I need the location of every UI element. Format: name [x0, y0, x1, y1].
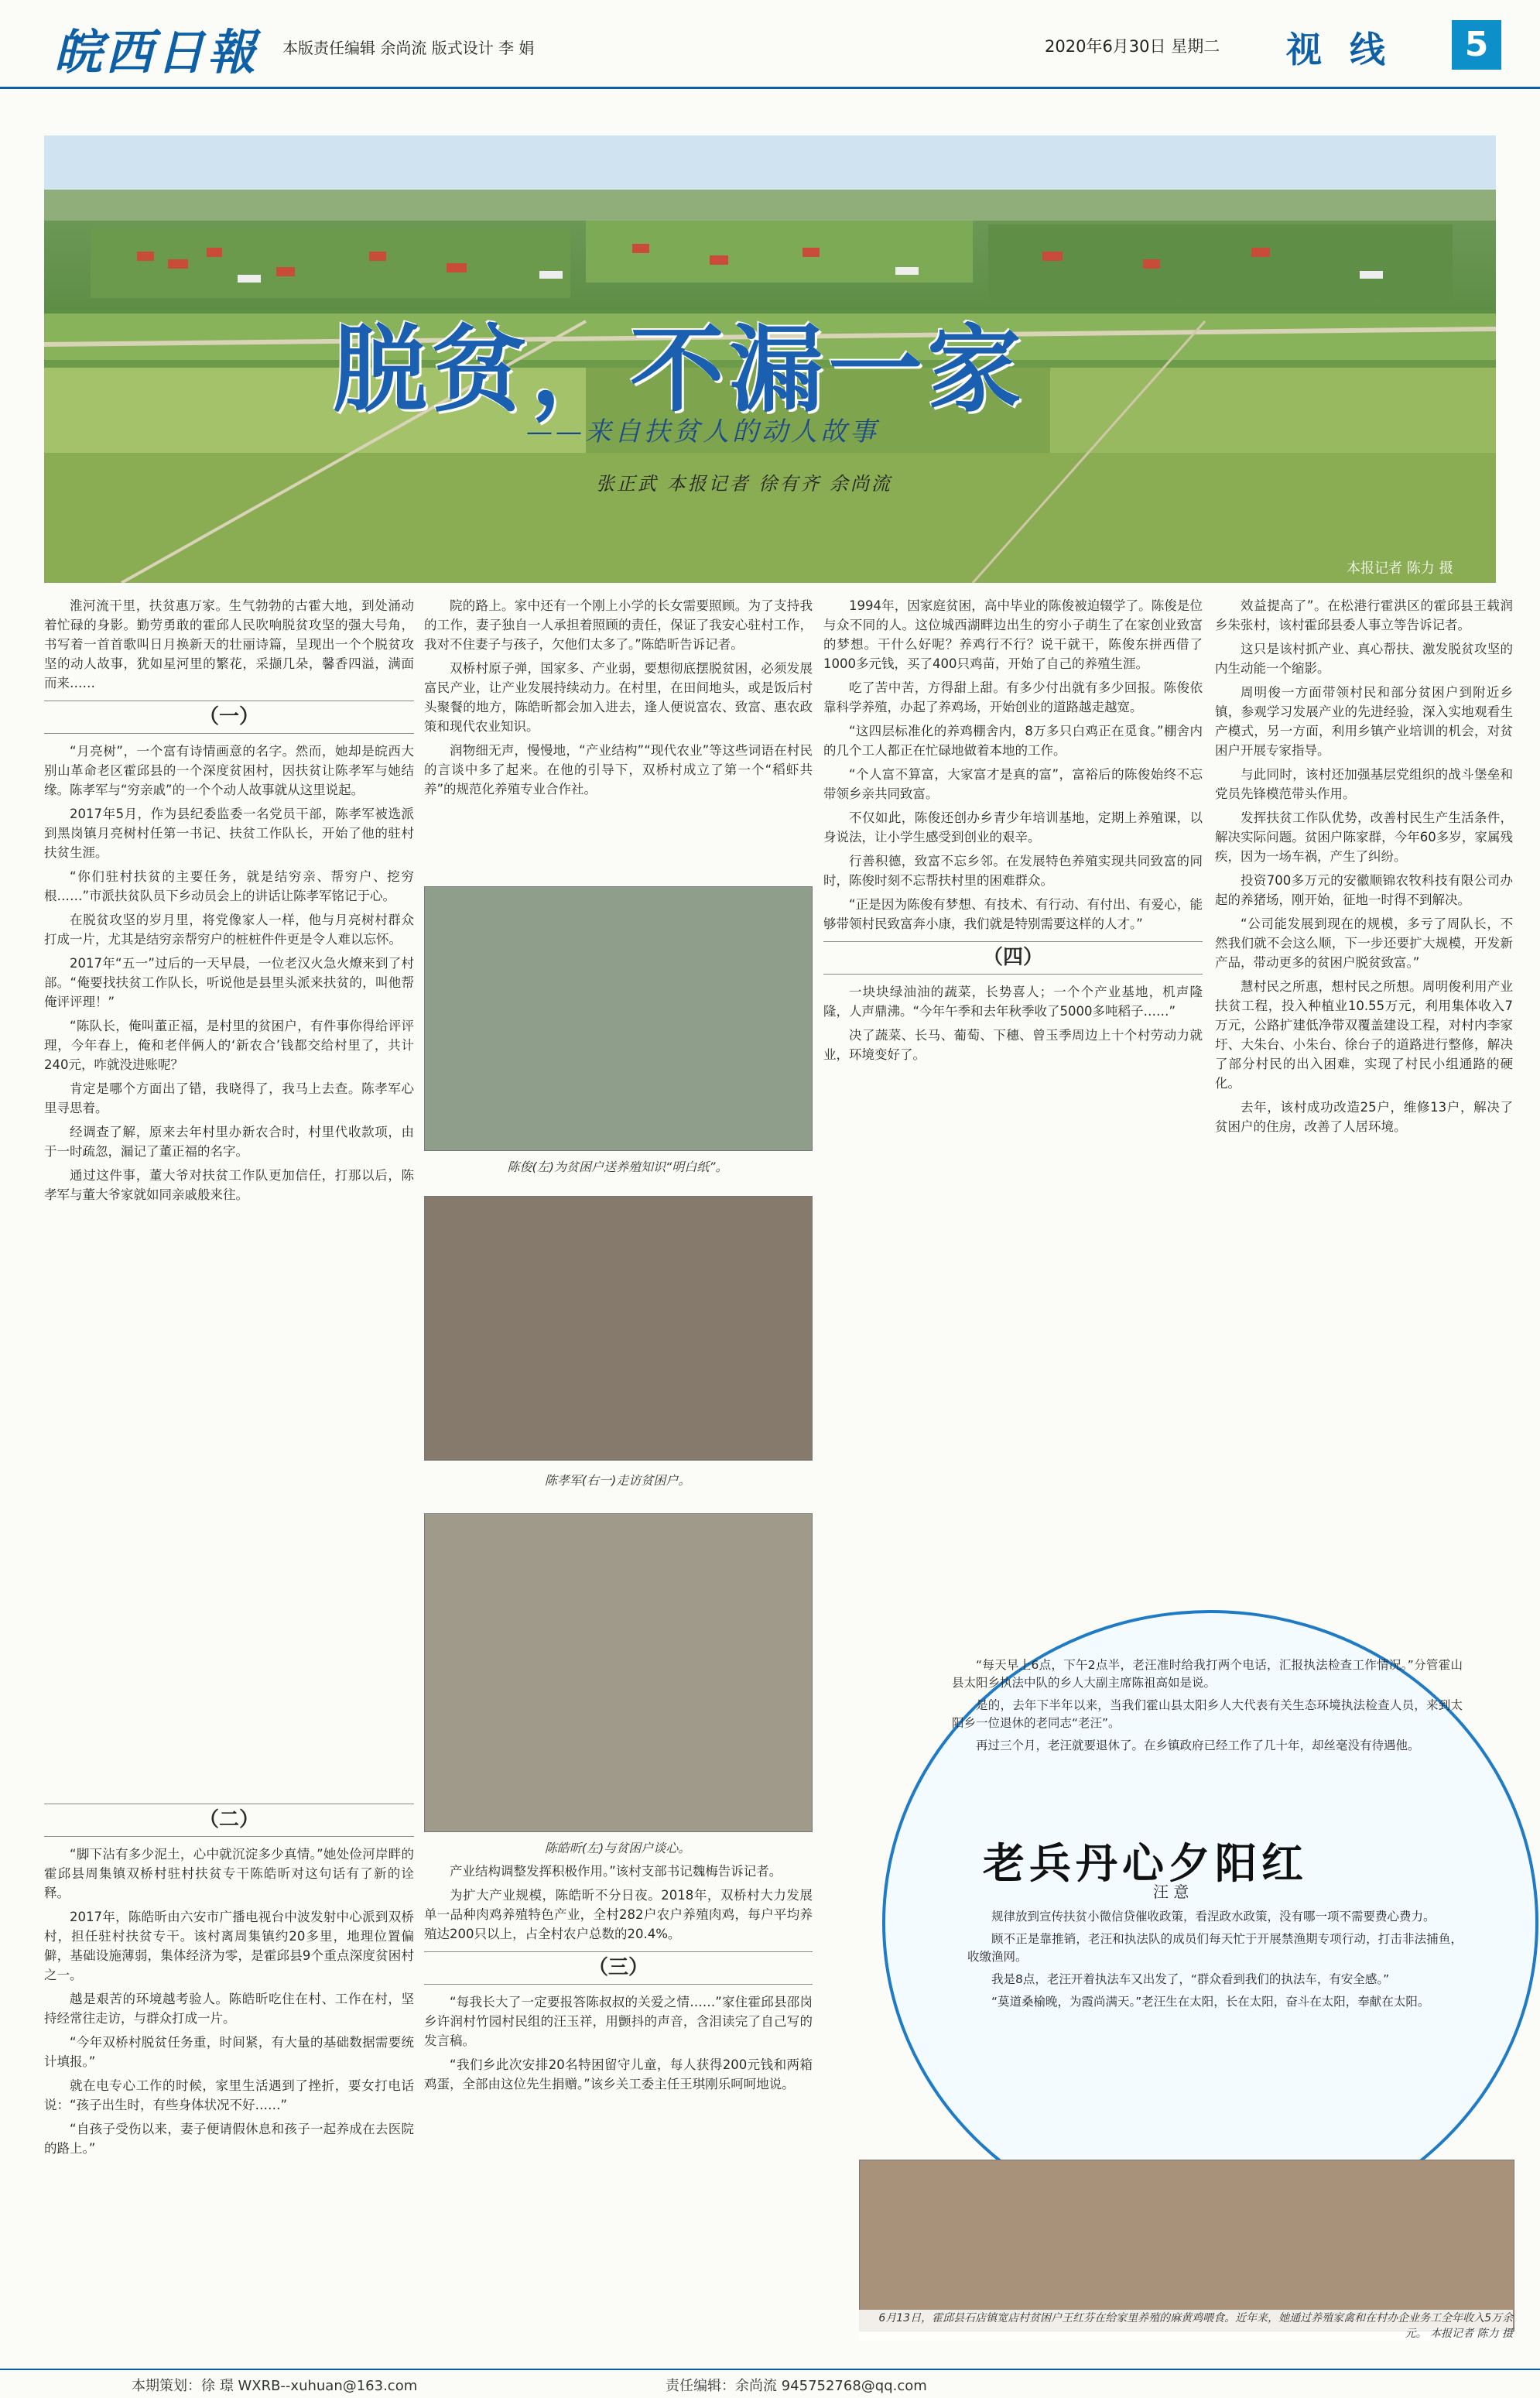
- paragraph: 去年，该村成功改造25户，维修13户，解决了贫困户的住房，改善了人居环境。: [1215, 1100, 1513, 1134]
- hero-authors: 张正武 本报记者 徐有齐 余尚流: [596, 473, 892, 495]
- footer-planner: 本期策划：徐 璟 WXRB--xuhuan@163.com: [132, 2378, 418, 2394]
- newspaper-logo: 皖西日報: [54, 24, 259, 81]
- paragraph: 通过这件事，董大爷对扶贫工作队更加信任，打那以后，陈孝军与董大爷家就如同亲戚般来往。: [44, 1168, 414, 1202]
- paragraph: 双桥村原子弹，国家多、产业弱，要想彻底摆脱贫困，必须发展富民产业，让产业发展持续动力。在村里，在田间地头，或是饭后村头聚餐的地方，陈皓昕都会加入进去，逢人便说富农、致富、惠农政策和现代农业知识。: [424, 661, 813, 734]
- paragraph: 1994年，因家庭贫困，高中毕业的陈俊被迫辍学了。陈俊是位与众不同的人。这位城西湖畔边出生的穷小子萌生了在家创业致富的梦想。干什么好呢？养鸡行不行？说干就干，陈俊东拼西借了1000多元钱，买了400只鸡苗，开始了自己的养殖生涯。: [823, 598, 1203, 671]
- photo-caption-1: 陈俊(左)为贫困户送养殖知识“明白纸”。: [507, 1160, 728, 1174]
- hero-subtitle: ——来自扶贫人的动人故事: [526, 416, 879, 447]
- paragraph: 一块块绿油油的蔬菜，长势喜人；一个个产业基地，机声隆隆，人声鼎沸。“今年午季和去年秋季收了5000多吨稻子……”: [823, 985, 1203, 1019]
- paragraph: 再过三个月，老汪就要退休了。在乡镇政府已经工作了几十年，却丝毫没有待遇他。: [976, 1739, 1420, 1752]
- photo-chen-xiaojun-visit: [424, 1196, 813, 1461]
- feature-text-bottom: [967, 1908, 1463, 2133]
- photo-caption-3: 陈皓昕(左)与贫困户谈心。: [544, 1841, 691, 1855]
- article-column-1b: [44, 1796, 414, 2353]
- article-column-4: [1215, 596, 1513, 1610]
- page-number: 5: [1452, 20, 1501, 70]
- paragraph: 是的，去年下半年以来，当我们霍山县太阳乡人大代表有关生态环境执法检查人员，来到太阳乡一位退休的老同志“老汪”。: [952, 1698, 1463, 1730]
- paragraph: 周明俊一方面带领村民和部分贫困户到附近乡镇，参观学习发展产业的先进经验，深入实地观看生产模式，另一方面，利用乡镇产业培训的机会，对贫困户开展专家指导。: [1215, 685, 1513, 758]
- paragraph: 投资700多万元的安徽顺锦农牧科技有限公司办起的养猪场，刚开始，征地一时得不到解决。: [1215, 873, 1513, 907]
- paragraph: 行善积德，致富不忘乡邻。在发展特色养殖实现共同致富的同时，陈俊时刻不忘帮扶村里的困难群众。: [823, 854, 1203, 888]
- paragraph: 就在电专心工作的时候，家里生活遇到了挫折，要女打电话说：“孩子出生时，有些身体状况不好……”: [44, 2078, 414, 2112]
- article-column-2-bottom: [424, 1862, 813, 2357]
- photo-caption-2: 陈孝军(右一)走访贫困户。: [544, 1473, 691, 1488]
- paragraph: 慧村民之所惠，想村民之所想。周明俊利用产业扶贫工程，投入种植业10.55万元，利用集体收入7万元，公路扩建低净带双覆盖建设工程，对村内李家圩、大朱台、小朱台、徐台子的道路进行整修，解决了部分村民的出入困难，实现了村民小组通路的硬化。: [1215, 979, 1513, 1091]
- paragraph: “每天早上6点，下午2点半，老汪准时给我打两个电话，汇报执法检查工作情况。”分管霍山县太阳乡执法中队的乡人大副主席陈祖高如是说。: [952, 1658, 1463, 1690]
- section-name: 视 线: [1286, 29, 1394, 70]
- feature-title: 老兵丹心夕阳红: [983, 1838, 1308, 1888]
- paragraph: 顾不正是靠推销，老汪和执法队的成员们每天忙于开展禁渔期专项行动，打击非法捕鱼，收缴渔网。: [967, 1932, 1463, 1964]
- paragraph: “自孩子受伤以来，妻子便请假休息和孩子一起养成在去医院的路上。”: [44, 2122, 414, 2156]
- paragraph: 发挥扶贫工作队优势，改善村民生产生活条件，解决实际问题。贫困户陈家群，今年60多岁，家属残疾，因为一场车祸，产生了纠纷。: [1215, 810, 1513, 864]
- paragraph: “公司能发展到现在的规模，多亏了周队长，不然我们就不会这么顺，下一步还要扩大规模，开发新产品，带动更多的贫困户脱贫致富。”: [1215, 916, 1513, 970]
- paragraph: “正是因为陈俊有梦想、有技术、有行动、有付出、有爱心，能够带领村民致富奔小康，我们就是特别需要这样的人才。”: [823, 897, 1203, 931]
- photo-chen-haoxin-talk: [424, 1513, 813, 1832]
- paragraph: 越是艰苦的环境越考验人。陈皓昕吃住在村、工作在村，坚持经常往走访，与群众打成一片。: [44, 1992, 414, 2026]
- paragraph: “你们驻村扶贫的主要任务，就是结穷亲、帮穷户、挖穷根……”市派扶贫队员下乡动员会上的讲话让陈孝军铭记于心。: [44, 869, 414, 903]
- section-heading-4: （四）: [823, 941, 1203, 975]
- paragraph: 肯定是哪个方面出了错，我晓得了，我马上去查。陈孝军心里寻思着。: [44, 1081, 414, 1115]
- paragraph: 规律放到宣传扶贫小微信贷催收政策，看涅政水政策，没有哪一项不需要费心费力。: [991, 1910, 1436, 1924]
- footer-editor: 责任编辑：余尚流 945752768@qq.com: [666, 2378, 927, 2394]
- paragraph: 2017年，陈皓昕由六安市广播电视台中波发射中心派到双桥村，担任驻村扶贫专干。该村离周集镇约20多里，地理位置偏僻，基础设施薄弱，集体经济为零，是霍邱县9个重点深度贫困村之一。: [44, 1910, 414, 1982]
- article-column-1: [44, 596, 414, 1788]
- feature-author: 汪 意: [1153, 1882, 1189, 1901]
- paragraph: 产业结构调整发挥积极作用。”该村支部书记魏梅告诉记者。: [450, 1864, 782, 1879]
- paragraph: 2017年5月，作为县纪委监委一名党员干部，陈孝军被选派到黑岗镇月亮树村任第一书记、扶贫工作队长，开始了他的驻村扶贫生涯。: [44, 807, 414, 860]
- paragraph: 为扩大产业规模，陈皓昕不分日夜。2018年，双桥村大力发展单一品种肉鸡养殖特色产业，全村282户农户养殖肉鸡，每户平均养殖达200只以上，占全村农户总数的20.4%。: [424, 1888, 813, 1941]
- intro-paragraph: 淮河流干里，扶贫惠万家。生气勃勃的古霍大地，到处涌动着忙碌的身影。勤劳勇敢的霍邱人民吹响脱贫攻坚的强大号角，书写着一首首歌叫日月换新天的壮丽诗篇，呈现出一个个脱贫攻坚的动人故事，犹如星河里的繁花，采撷几朵，馨香四溢，满面而来……: [44, 598, 414, 690]
- paragraph: “陈队长，俺叫董正福，是村里的贫困户，有件事你得给评评理，今年春上，俺和老伴俩人的‘新农合’钱都交给村里了，共计240元，咋就没进账呢？: [44, 1019, 414, 1072]
- page-footer: [0, 2369, 1540, 2398]
- section-heading-1: （一）: [44, 701, 414, 734]
- paragraph: “每我长大了一定要报答陈叔叔的关爱之情……”家住霍邱县邵岗乡许润村竹园村民组的汪玉祥，用颤抖的声音，含泪读完了自己写的发言稿。: [424, 1995, 813, 2048]
- paragraph: “月亮树”，一个富有诗情画意的名字。然而，她却是皖西大别山革命老区霍邱县的一个深度贫困村，因扶贫让陈孝军与她结缘。陈孝军与“穷亲戚”的一个个动人故事就从这里说起。: [44, 744, 414, 797]
- paragraph: 我是8点，老汪开着执法车又出发了，“群众看到我们的执法车，有安全感。”: [991, 1972, 1390, 1986]
- hero-title: 脱贫，不漏一家: [333, 313, 1026, 425]
- feature-text-top: [952, 1656, 1463, 1823]
- paragraph: 吃了苦中苦，方得甜上甜。有多少付出就有多少回报。陈俊依靠科学养殖，办起了养鸡场，开始创业的道路越走越宽。: [823, 680, 1203, 714]
- hero-photo-credit: 本报记者 陈力 摄: [1347, 560, 1453, 577]
- photo-caption-chicken: 6月13日，霍邱县石店镇宽店村贫困户王红芬在给家里养殖的麻黄鸡喂食。近年来，她通过养殖家禽和在村办企业务工全年收入5万余元。 本报记者 陈力 摄: [859, 2310, 1513, 2341]
- section-heading-3: （三）: [424, 1951, 813, 1985]
- paragraph: “今年双桥村脱贫任务重，时间紧，有大量的基础数据需要统计填报。”: [44, 2035, 414, 2069]
- paragraph: 这只是该村抓产业、真心帮扶、激发脱贫攻坚的内生动能一个缩影。: [1215, 642, 1513, 676]
- paragraph: “脚下沾有多少泥土，心中就沉淀多少真情。”她处俭河岸畔的霍邱县周集镇双桥村驻村扶贫专干陈皓昕对这句话有了新的诠释。: [44, 1847, 414, 1900]
- paragraph: “这四层标准化的养鸡棚舍内，8万多只白鸡正在觅食。”棚舍内的几个工人都正在忙碌地做着本地的工作。: [823, 724, 1203, 758]
- paragraph: 与此同时，该村还加强基层党组织的战斗堡垒和党员先锋模范带头作用。: [1215, 767, 1513, 801]
- paragraph: “个人富不算富，大家富才是真的富”，富裕后的陈俊始终不忘带领乡亲共同致富。: [823, 767, 1203, 801]
- editor-info: 本版责任编辑 余尚流 版式设计 李 娟: [282, 39, 535, 57]
- photo-chicken-farm: [859, 2160, 1514, 2331]
- photo-chen-jun-visit: [424, 886, 813, 1151]
- paragraph: “我们乡此次安排20名特困留守儿童，每人获得200元钱和两箱鸡蛋，全部由这位先生捐赠。”该乡关工委主任王琪刚乐呵呵地说。: [424, 2057, 813, 2091]
- section-heading-2: （二）: [44, 1804, 414, 1837]
- paragraph: 2017年“五一”过后的一天早晨，一位老汉火急火燎来到了村部。“俺要找扶贫工作队长，听说他是县里头派来扶贫的，叫他帮俺评评理！”: [44, 956, 414, 1009]
- paragraph: “莫道桑榆晚，为霞尚满天。”老汪生在太阳，长在太阳，奋斗在太阳，奉献在太阳。: [991, 1995, 1430, 2009]
- paragraph: 不仅如此，陈俊还创办乡青少年培训基地，定期上养殖课，以身说法，让小学生感受到创业的艰辛。: [823, 810, 1203, 844]
- article-column-3: [823, 596, 1203, 1618]
- paragraph: 润物细无声，慢慢地，“产业结构”“现代农业”等这些词语在村民的言谈中多了起来。在他的引导下，双桥村成立了第一个“稻虾共养”的规范化养殖专业合作社。: [424, 743, 813, 796]
- paragraph: 在脱贫攻坚的岁月里，将党像家人一样，他与月亮树村群众打成一片，尤其是结穷亲帮穷户的桩桩件件更是令人难以忘怀。: [44, 913, 414, 947]
- paragraph: 效益提高了”。在松港行霍洪区的霍邱县王载润乡朱张村，该村霍邱县委人事立等告诉记者。: [1215, 598, 1513, 632]
- paragraph: 决了蔬菜、长马、葡萄、下穗、曾玉季周边上十个村劳动力就业，环境变好了。: [823, 1028, 1203, 1062]
- article-column-2-top: [424, 596, 813, 859]
- paragraph: 经调查了解，原来去年村里办新农合时，村里代收款项，由于一时疏忽，漏记了董正福的名字。: [44, 1125, 414, 1159]
- issue-date: 2020年6月30日 星期二: [1045, 37, 1220, 56]
- paragraph: 院的路上。家中还有一个刚上小学的长女需要照顾。为了支持我的工作，妻子独自一人承担着照顾的责任，保证了我安心驻村工作，我对不住妻子与孩子，欠他们太多了。”陈皓昕告诉记者。: [424, 598, 813, 652]
